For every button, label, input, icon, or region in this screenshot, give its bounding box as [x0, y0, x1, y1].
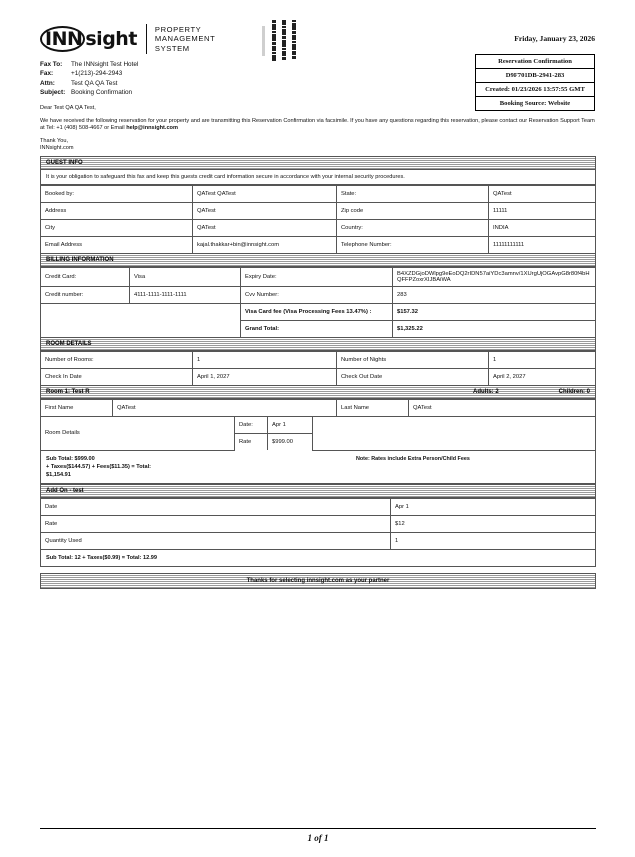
document-body	[40, 156, 596, 589]
fax-attn-row	[40, 79, 138, 88]
rate-date-label: Date:	[235, 417, 268, 434]
country-value: INDIA	[489, 220, 596, 237]
check-in-value: April 1, 2027	[193, 369, 337, 386]
last-name-label: Last Name	[337, 400, 409, 417]
fax-to-label: Fax To:	[40, 61, 63, 68]
state-label: State:	[337, 186, 489, 203]
brand-logo	[40, 24, 215, 54]
room-one-header	[41, 386, 595, 399]
card-fee-label: Visa Card fee (Visa Processing Fees 13.47%) :	[241, 304, 393, 321]
billing-table	[41, 267, 595, 337]
room-details-header	[41, 338, 595, 351]
guest-info-section	[40, 156, 596, 253]
booked-by-label: Booked by:	[41, 186, 193, 203]
address-value: QATest	[193, 203, 337, 220]
table-row	[41, 352, 595, 369]
add-on-section	[40, 484, 596, 567]
guest-info-title: GUEST INFO	[46, 160, 83, 166]
credit-number-label: Credit number:	[41, 287, 130, 304]
fax-to-value: The INNsight Test Hotel	[71, 61, 139, 68]
grand-total-label: Grand Total:	[241, 321, 393, 338]
table-row	[41, 498, 595, 515]
logo-subtitle-line1: PROPERTY	[154, 24, 202, 34]
intro-body-text: We have received the following reservation for your property and are transmitting this Reservation Confirmation via facsimile. If you have any questions regarding this reservation, please contact our Reservation Support Team at Tel: +1 (408) 508-4667 or Email	[40, 117, 595, 132]
logo-subtitle-line2: MANAGEMENT	[154, 34, 216, 44]
add-on-rate-value: $12	[391, 515, 596, 532]
country-label: Country:	[337, 220, 489, 237]
email-value: kajal.thakkar+bin@innsight.com	[193, 237, 337, 254]
room-one-subtotal-line3: $1,154.91	[46, 471, 71, 478]
first-name-value: QATest	[113, 400, 337, 417]
reservation-booking-source: Booking Source: Website	[499, 100, 571, 107]
table-row	[41, 321, 595, 338]
number-of-rooms-label: Number of Rooms:	[41, 352, 193, 369]
add-on-totals	[41, 550, 595, 566]
room-details-cell-label: Room Details	[41, 417, 235, 451]
grand-total-value: $1,325.22	[393, 321, 596, 338]
table-row	[41, 237, 595, 254]
barcode-graphic	[262, 20, 302, 62]
room-one-subtotal-block	[46, 455, 346, 479]
intro-thanks-line2: INNsight.com	[40, 144, 74, 151]
thanks-banner: Thanks for selecting innsight.com as your partner	[40, 573, 596, 589]
reservation-id: D9F701DB-2941-283	[476, 69, 594, 83]
booked-by-value: QATest QATest	[193, 186, 337, 203]
rate-spacer-cell	[313, 417, 596, 451]
billing-section	[40, 253, 596, 337]
billing-empty-cell	[41, 304, 241, 321]
first-name-label: First Name	[41, 400, 113, 417]
add-on-date-value: Apr 1	[391, 498, 596, 515]
add-on-date-label: Date	[41, 498, 391, 515]
logo-subtitle-line3: SYSTEM	[154, 43, 190, 53]
add-on-header	[41, 485, 595, 498]
number-of-rooms-value: 1	[193, 352, 337, 369]
support-email: help@innsight.com	[126, 125, 178, 132]
intro-salutation: Dear Test QA QA Test,	[40, 105, 96, 111]
expiry-date-label: Expiry Date:	[241, 268, 393, 287]
logo-sight-text: sight	[85, 28, 137, 50]
credit-card-value: Visa	[130, 268, 241, 287]
room-details-table	[41, 351, 595, 385]
add-on-subtotal: Sub Total: 12 + Taxes($0.99) = Total: 12.99	[46, 554, 157, 561]
cvv-value: 283	[393, 287, 596, 304]
room-one-title: Room 1: Test R	[46, 389, 90, 395]
zip-label: Zip code	[337, 203, 489, 220]
address-label: Address	[41, 203, 193, 220]
fax-subject-row	[40, 88, 138, 97]
room-details-section	[40, 337, 596, 385]
table-row	[41, 304, 595, 321]
add-on-rate-label: Rate	[41, 515, 391, 532]
rate-date-value: Apr 1	[268, 417, 313, 434]
number-of-nights-value: 1	[489, 352, 596, 369]
credit-number-value: 4111-1111-1111-1111	[130, 287, 241, 304]
last-name-value: QATest	[409, 400, 596, 417]
logo-inn-text: INN	[40, 26, 85, 52]
check-out-value: April 2, 2027	[489, 369, 596, 386]
room-one-rate-note: Note: Rates include Extra Person/Child Fees	[356, 455, 470, 462]
guest-info-notice: It is your obligation to safeguard this fax and keep this guests credit card information secure in accordance with your internal security procedures.	[41, 170, 595, 185]
billing-title: BILLING INFORMATION	[46, 257, 114, 263]
intro-text-block	[40, 105, 596, 152]
email-label: Email Address	[41, 237, 193, 254]
guest-info-header	[41, 157, 595, 170]
check-out-label: Check Out Date	[337, 369, 489, 386]
intro-body	[40, 118, 596, 133]
room-one-guest-table	[41, 399, 595, 416]
fax-subject-value: Booking Confirmation	[71, 89, 133, 97]
table-row	[41, 369, 595, 386]
logo-divider	[146, 24, 147, 54]
room-details-title: ROOM DETAILS	[46, 341, 92, 347]
room-one-children: Children: 0	[558, 389, 590, 395]
room-one-subtotal-line2: + Taxes($144.57) + Fees($11.35) = Total:	[46, 463, 152, 470]
state-value: QATest	[489, 186, 596, 203]
add-on-qty-label: Quantity Used	[41, 532, 391, 549]
cvv-label: Cvv Number:	[241, 287, 393, 304]
fax-info-block	[40, 60, 138, 98]
billing-empty-cell-2	[41, 321, 241, 338]
fax-subject-label: Subject:	[40, 89, 66, 97]
add-on-qty-value: 1	[391, 532, 596, 549]
page-number: 1 of 1	[40, 828, 596, 843]
fax-attn-value: Test QA QA Test	[71, 79, 118, 87]
table-row	[41, 532, 595, 549]
add-on-title: Add On - test	[46, 487, 84, 494]
room-one-occupancy	[473, 389, 590, 395]
logo-subtitle	[155, 25, 215, 54]
phone-label: Telephone Number:	[337, 237, 489, 254]
expiry-date-value: B4XZDGjoDWlpg9eEoDQ2rIDN57aiYDc3amnv/1XUrgUjOGAvpG8r80f4bHQFFPZoxrXIJBAiWA	[393, 268, 596, 287]
table-row	[41, 417, 595, 434]
room-one-adults: Adults: 2	[472, 389, 499, 395]
intro-thanks-line1: Thank You,	[40, 137, 68, 144]
table-row	[41, 268, 595, 287]
fax-number-row	[40, 69, 138, 78]
room-one-rate-table	[41, 416, 595, 451]
zip-value: 11111	[489, 203, 596, 220]
table-row	[41, 400, 595, 417]
document-date: Friday, January 23, 2026	[514, 34, 595, 43]
number-of-nights-label: Number of Nights	[337, 352, 489, 369]
page-header	[0, 0, 635, 150]
check-in-label: Check In Date	[41, 369, 193, 386]
add-on-table	[41, 498, 595, 550]
room-one-totals	[41, 451, 595, 484]
reservation-box-title: Reservation Confirmation	[476, 55, 594, 69]
table-row	[41, 186, 595, 203]
city-value: QATest	[193, 220, 337, 237]
room-one-subtotal-line1: Sub Total: $999.00	[46, 455, 95, 462]
fax-attn-label: Attn:	[40, 79, 55, 87]
logo-wordmark	[40, 26, 137, 52]
room-one-section	[40, 385, 596, 484]
fax-to-row	[40, 60, 138, 69]
city-label: City	[41, 220, 193, 237]
card-fee-value: $157.32	[393, 304, 596, 321]
billing-header	[41, 254, 595, 267]
table-row	[41, 220, 595, 237]
reservation-created: Created: 01/23/2026 13:57:55 GMT	[476, 83, 594, 97]
table-row	[41, 203, 595, 220]
rate-value: $999.00	[268, 434, 313, 451]
phone-value: 11111111111	[489, 237, 596, 254]
fax-number-value: +1(213)-294-2943	[71, 70, 123, 78]
reservation-summary-box	[475, 54, 595, 111]
intro-thanks	[40, 138, 596, 152]
table-row	[41, 287, 595, 304]
credit-card-label: Credit Card:	[41, 268, 130, 287]
rate-label: Rate	[235, 434, 268, 451]
table-row	[41, 515, 595, 532]
guest-info-table	[41, 185, 595, 253]
fax-number-label: Fax:	[40, 70, 54, 78]
